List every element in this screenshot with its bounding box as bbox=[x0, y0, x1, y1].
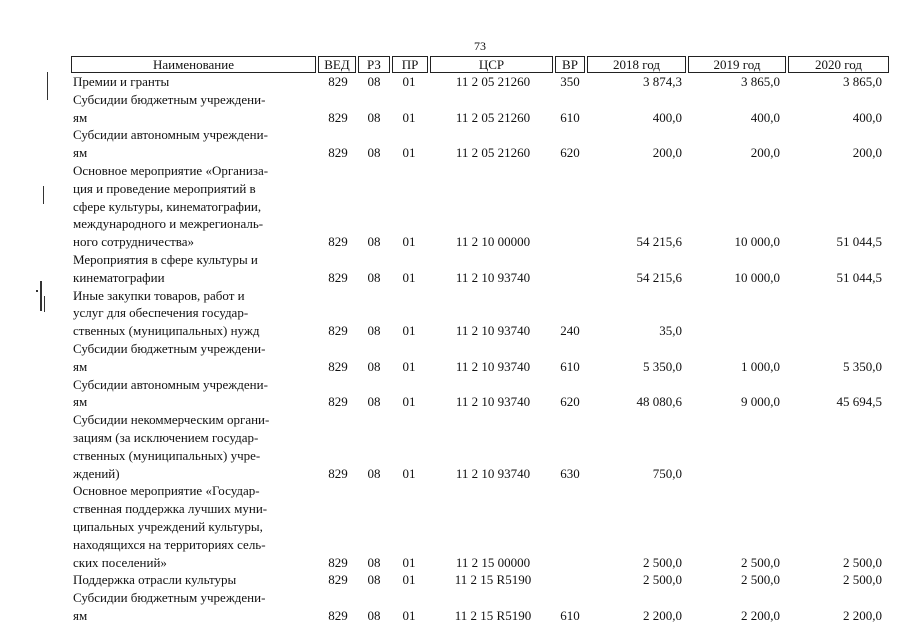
row-y2018: 5 350,0 bbox=[643, 358, 682, 374]
row-y2020: 51 044,5 bbox=[836, 234, 882, 250]
row-rz: 08 bbox=[367, 394, 381, 410]
row-name: Мероприятия в сфере культуры и кинематографии bbox=[73, 252, 258, 285]
row-y2019: 400,0 bbox=[750, 109, 780, 125]
row-y2018: 2 500,0 bbox=[643, 572, 682, 588]
table-row bbox=[0, 376, 905, 412]
row-ved: 829 bbox=[328, 269, 348, 285]
row-y2019: 2 500,0 bbox=[741, 572, 780, 588]
row-csr: 11 2 10 93740 bbox=[455, 465, 531, 481]
row-y2019: 2 500,0 bbox=[741, 554, 780, 570]
row-y2018: 200,0 bbox=[652, 145, 682, 161]
row-y2020: 200,0 bbox=[852, 145, 882, 161]
row-pr: 01 bbox=[402, 234, 416, 250]
row-rz: 08 bbox=[367, 465, 381, 481]
row-vr: 610 bbox=[560, 109, 580, 125]
row-y2018: 750,0 bbox=[652, 465, 682, 481]
row-y2020: 400,0 bbox=[852, 109, 882, 125]
table-row bbox=[0, 126, 905, 162]
row-vr: 240 bbox=[560, 323, 580, 339]
row-pr: 01 bbox=[402, 358, 416, 374]
row-name: Субсидии бюджетным учреждени- ям bbox=[73, 91, 266, 125]
row-y2020: 5 350,0 bbox=[843, 358, 882, 374]
table-row bbox=[0, 340, 905, 376]
row-rz: 08 bbox=[367, 607, 381, 623]
row-y2019: 10 000,0 bbox=[734, 269, 780, 285]
table-row bbox=[0, 287, 905, 340]
row-y2020: 3 865,0 bbox=[843, 74, 882, 89]
row-ved: 829 bbox=[328, 234, 348, 250]
header-2018: 2018 год bbox=[587, 56, 686, 73]
row-vr: 630 bbox=[560, 465, 580, 481]
row-csr: 11 2 05 21260 bbox=[455, 145, 531, 161]
row-name: Субсидии бюджетным учреждени- ям bbox=[73, 590, 266, 623]
row-name: Субсидии автономным учреждени- ям bbox=[73, 127, 268, 161]
table-row bbox=[0, 91, 905, 127]
row-pr: 01 bbox=[402, 74, 416, 89]
row-csr: 11 2 15 R5190 bbox=[454, 572, 532, 588]
row-csr: 11 2 10 00000 bbox=[455, 234, 531, 250]
row-y2020: 2 500,0 bbox=[843, 572, 882, 588]
row-rz: 08 bbox=[367, 74, 381, 89]
row-y2018: 2 500,0 bbox=[643, 554, 682, 570]
row-pr: 01 bbox=[402, 269, 416, 285]
row-csr: 11 2 05 21260 bbox=[455, 74, 531, 89]
row-y2018: 35,0 bbox=[659, 323, 682, 339]
row-csr: 11 2 05 21260 bbox=[455, 109, 531, 125]
row-y2018: 54 215,6 bbox=[636, 269, 682, 285]
row-rz: 08 bbox=[367, 554, 381, 570]
row-name: Субсидии бюджетным учреждени- ям bbox=[73, 341, 266, 374]
row-y2019: 3 865,0 bbox=[741, 74, 780, 89]
table-row bbox=[0, 73, 905, 91]
page-number: 73 bbox=[474, 39, 486, 53]
row-ved: 829 bbox=[328, 323, 348, 339]
row-y2020: 2 500,0 bbox=[843, 554, 882, 570]
row-rz: 08 bbox=[367, 269, 381, 285]
row-ved: 829 bbox=[328, 572, 348, 588]
header-vr: ВР bbox=[555, 56, 585, 73]
row-ved: 829 bbox=[328, 358, 348, 374]
row-y2018: 48 080,6 bbox=[636, 394, 682, 410]
row-name: Премии и гранты bbox=[73, 74, 170, 89]
row-ved: 829 bbox=[328, 394, 348, 410]
row-name: Субсидии некоммерческим органи- зациям (за исключением государ- ственных (муниципальных) учре- ждений) bbox=[73, 412, 270, 481]
row-vr: 610 bbox=[560, 358, 580, 374]
row-ved: 829 bbox=[328, 607, 348, 623]
row-ved: 829 bbox=[328, 465, 348, 481]
row-rz: 08 bbox=[367, 358, 381, 374]
row-vr: 620 bbox=[560, 394, 580, 410]
row-name: Основное мероприятие «Государ- ственная поддержка лучших муни- ципальных учреждений культуры, находящихся на территориях сель- ских поселений» bbox=[73, 483, 268, 570]
row-pr: 01 bbox=[402, 109, 416, 125]
table-row bbox=[0, 251, 905, 287]
row-pr: 01 bbox=[402, 554, 416, 570]
row-pr: 01 bbox=[402, 607, 416, 623]
row-y2020: 51 044,5 bbox=[836, 269, 882, 285]
row-pr: 01 bbox=[402, 323, 416, 339]
table-row bbox=[0, 571, 905, 589]
row-csr: 11 2 15 00000 bbox=[455, 554, 531, 570]
row-y2018: 400,0 bbox=[652, 109, 682, 125]
row-csr: 11 2 15 R5190 bbox=[454, 607, 532, 623]
row-ved: 829 bbox=[328, 74, 348, 89]
row-y2019: 2 200,0 bbox=[741, 607, 780, 623]
row-rz: 08 bbox=[367, 109, 381, 125]
table-row bbox=[0, 162, 905, 251]
row-csr: 11 2 10 93740 bbox=[455, 358, 531, 374]
table-row bbox=[0, 482, 905, 571]
table-row bbox=[0, 411, 905, 482]
row-name: Субсидии автономным учреждени- ям bbox=[73, 376, 268, 410]
row-y2019: 1 000,0 bbox=[741, 358, 780, 374]
row-pr: 01 bbox=[402, 394, 416, 410]
header-ved: ВЕД bbox=[318, 56, 356, 73]
row-ved: 829 bbox=[328, 554, 348, 570]
header-2020: 2020 год bbox=[788, 56, 889, 73]
row-y2020: 2 200,0 bbox=[843, 607, 882, 623]
row-csr: 11 2 10 93740 bbox=[455, 394, 531, 410]
header-2019: 2019 год bbox=[688, 56, 786, 73]
header-rz: РЗ bbox=[358, 56, 390, 73]
header-csr: ЦСР bbox=[430, 56, 553, 73]
row-pr: 01 bbox=[402, 465, 416, 481]
row-y2020: 45 694,5 bbox=[836, 394, 882, 410]
row-name: Поддержка отрасли культуры bbox=[73, 572, 237, 588]
row-pr: 01 bbox=[402, 145, 416, 161]
row-y2019: 10 000,0 bbox=[734, 234, 780, 250]
row-y2018: 3 874,3 bbox=[643, 74, 682, 89]
row-name: Иные закупки товаров, работ и услуг для обеспечения государ- ственных (муниципальных) нужд bbox=[73, 287, 260, 339]
row-csr: 11 2 10 93740 bbox=[455, 269, 531, 285]
row-vr: 620 bbox=[560, 145, 580, 161]
row-y2019: 200,0 bbox=[750, 145, 780, 161]
row-rz: 08 bbox=[367, 145, 381, 161]
row-ved: 829 bbox=[328, 109, 348, 125]
row-rz: 08 bbox=[367, 323, 381, 339]
header-pr: ПР bbox=[392, 56, 428, 73]
row-y2018: 2 200,0 bbox=[643, 607, 682, 623]
row-vr: 350 bbox=[560, 74, 580, 89]
row-rz: 08 bbox=[367, 234, 381, 250]
row-name: Основное мероприятие «Организа- ция и проведение мероприятий в сфере культуры, кинематографии, международного и межрегиональ- ного сотрудничества» bbox=[73, 163, 269, 250]
row-csr: 11 2 10 93740 bbox=[455, 323, 531, 339]
table-row bbox=[0, 589, 905, 625]
row-y2018: 54 215,6 bbox=[636, 234, 682, 250]
row-vr: 610 bbox=[560, 607, 580, 623]
row-pr: 01 bbox=[402, 572, 416, 588]
row-rz: 08 bbox=[367, 572, 381, 588]
row-y2019: 9 000,0 bbox=[741, 394, 780, 410]
row-ved: 829 bbox=[328, 145, 348, 161]
header-name: Наименование bbox=[71, 56, 316, 73]
